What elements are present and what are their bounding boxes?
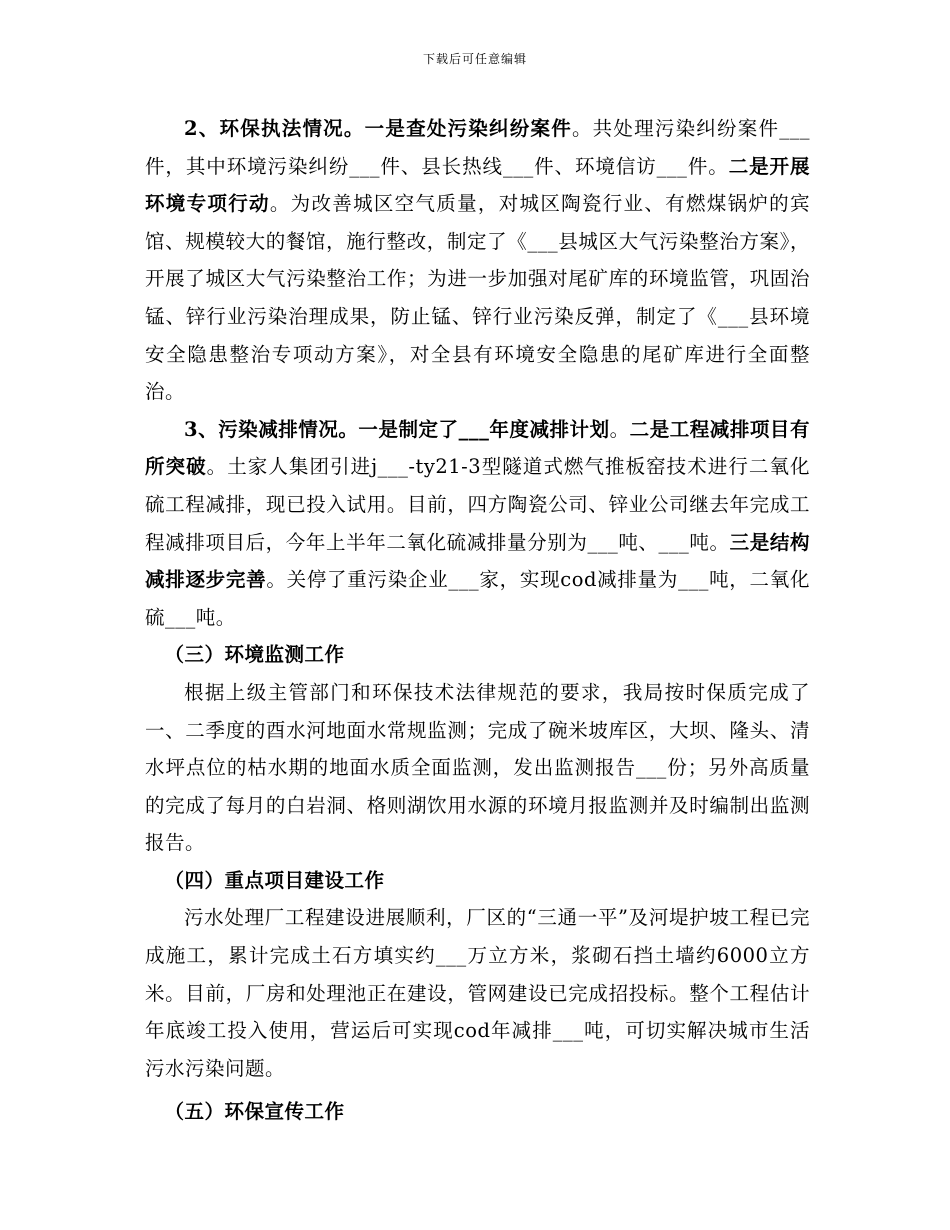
enforcement-sub1: 一是查处污染纠纷案件 xyxy=(364,117,572,140)
reduction-sub1: 一是制定了___年度减排计划 xyxy=(358,417,610,441)
page-header-note: 下载后可任意编辑 xyxy=(422,52,527,66)
paragraph-projects: 污水处理厂工程建设进展顺利，厂区的“三通一平”及河堤护坡工程已完成施工，累计完成土石方填实约___万立方米，浆砌石挡土墙约6000立方米。目前，厂房和处理池正在建设，管网建设已完成招投标。整个工程估计年底竣工投入使用，营运后可实现cod年减排___吨，可切实解决城市生活污水污染问题。 xyxy=(145,906,810,1080)
enforcement-sub2: 二是开展环境专项行动 xyxy=(145,154,810,216)
reduction-sub2: 二是工程减排项目有所突破 xyxy=(145,417,810,479)
heading-projects: （四）重点项目建设工作 xyxy=(164,868,385,892)
enforcement-title: 2、环保执法情况。 xyxy=(184,117,365,140)
enforcement-text1: 。共处理污染纠纷案件___件，其中环境污染纠纷___件、县长热线___件、环境信访___件。 xyxy=(145,117,810,178)
enforcement-text2: 。为改善城区空气质量，对城区陶瓷行业、有燃煤锅炉的宾馆、规模较大的餐馆，施行整改，制定了《___县城区大气污染整治方案》，开展了城区大气污染整治工作；为进一步加强对尾矿库的环境监管，巩固治锰、锌行业污染治理成果，防止锰、锌行业污染反弹，制定了《___县环境安全隐患整治专项动方案》，对全县有环境安全隐患的尾矿库进行全面整治。 xyxy=(145,192,810,404)
reduction-text2: 。土家人集团引进j___-ty21-3型隧道式燃气推板窑技术进行二氧化硫工程减排，现已投入试用。目前，四方陶瓷公司、锌业公司继去年完成工程减排项目后，今年上半年二氧化硫减排量分别为___吨、___吨。 xyxy=(145,455,810,554)
reduction-sub3: 三是结构减排逐步完善 xyxy=(145,530,810,592)
document-body xyxy=(145,110,810,1131)
heading-publicity: （五）环保宣传工作 xyxy=(164,1100,345,1124)
reduction-sep1: 。 xyxy=(609,417,630,441)
reduction-text3: 。关停了重污染企业___家，实现cod减排量为___吨，二氧化硫___吨。 xyxy=(145,568,810,629)
reduction-title: 3、污染减排情况。 xyxy=(184,417,359,441)
paragraph-enforcement xyxy=(145,110,810,411)
heading-monitoring: （三）环境监测工作 xyxy=(164,643,345,667)
paragraph-reduction xyxy=(145,411,810,637)
paragraph-monitoring: 根据上级主管部门和环保技术法律规范的要求，我局按时保质完成了一、二季度的酉水河地面水常规监测；完成了碗米坡库区，大坝、隆头、清水坪点位的枯水期的地面水质全面监测，发出监测报告___份；另外高质量的完成了每月的白岩洞、格则湖饮用水源的环境月报监测并及时编制出监测报告。 xyxy=(145,680,810,855)
